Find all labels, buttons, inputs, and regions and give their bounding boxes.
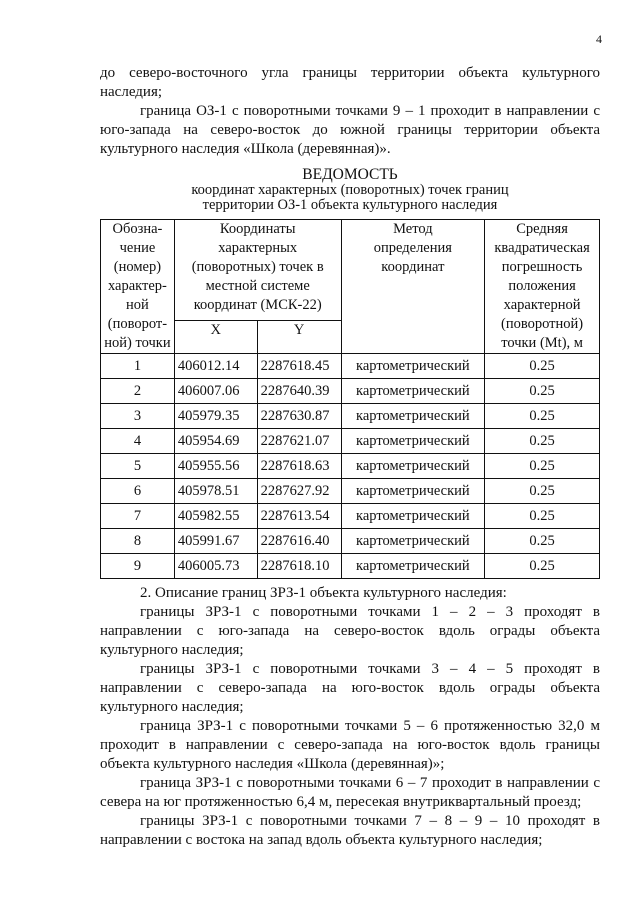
y-coordinate-cell: 2287618.45 (257, 354, 341, 379)
error-cell: 0.25 (485, 404, 600, 429)
y-coordinate-cell: 2287621.07 (257, 429, 341, 454)
method-cell: картометрический (341, 429, 485, 454)
point-number-cell: 3 (101, 404, 175, 429)
table-row (101, 529, 600, 554)
error-cell: 0.25 (485, 504, 600, 529)
section-2-paragraph-2: границы ЗРЗ-1 с поворотными точками 3 – 4 – 5 проходят в направлении с северо-запада на юго-восток вдоль ограды объекта культурного наследия; (100, 661, 600, 715)
point-number-cell: 6 (101, 479, 175, 504)
table-row (101, 479, 600, 504)
x-coordinate-cell: 406012.14 (174, 354, 257, 379)
error-cell: 0.25 (485, 554, 600, 579)
document-title (100, 166, 600, 213)
section-2-paragraph-1: границы ЗРЗ-1 с поворотными точками 1 – 2 – 3 проходят в направлении с юго-запада на северо-восток вдоль ограды объекта культурного наследия; (100, 604, 600, 658)
header-y: Y (257, 321, 341, 354)
error-cell: 0.25 (485, 529, 600, 554)
x-coordinate-cell: 406005.73 (174, 554, 257, 579)
method-cell: картометрический (341, 379, 485, 404)
table-row (101, 504, 600, 529)
error-cell: 0.25 (485, 379, 600, 404)
x-coordinate-cell: 406007.06 (174, 379, 257, 404)
point-number-cell: 5 (101, 454, 175, 479)
coordinates-table (100, 219, 600, 579)
x-coordinate-cell: 405955.56 (174, 454, 257, 479)
intro-paragraph-2: граница ОЗ-1 с поворотными точками 9 – 1 проходит в направлении с юго-запада на северо-восток до южной границы территории объекта культурного наследия «Школа (деревянная)». (100, 103, 600, 157)
header-method: Метод определения координат (341, 220, 485, 354)
header-error: Средняя квадратическая погрешность положения характерной (поворотной) точки (Mt), м (485, 220, 600, 354)
point-number-cell: 4 (101, 429, 175, 454)
method-cell: картометрический (341, 404, 485, 429)
y-coordinate-cell: 2287616.40 (257, 529, 341, 554)
point-number-cell: 1 (101, 354, 175, 379)
method-cell: картометрический (341, 454, 485, 479)
method-cell: картометрический (341, 529, 485, 554)
error-cell: 0.25 (485, 429, 600, 454)
section-2-heading: 2. Описание границ ЗРЗ-1 объекта культурного наследия: (140, 585, 507, 601)
title-line-3: территории ОЗ-1 объекта культурного наследия (202, 197, 498, 213)
y-coordinate-cell: 2287640.39 (257, 379, 341, 404)
header-x: X (174, 321, 257, 354)
y-coordinate-cell: 2287618.63 (257, 454, 341, 479)
section-2-paragraph-4: граница ЗРЗ-1 с поворотными точками 6 – 7 проходит в направлении с севера на юг протяженностью 6,4 м, пересекая внутриквартальный проезд; (100, 775, 600, 810)
table-row (101, 379, 600, 404)
point-number-cell: 7 (101, 504, 175, 529)
error-cell: 0.25 (485, 454, 600, 479)
error-cell: 0.25 (485, 479, 600, 504)
table-row (101, 554, 600, 579)
y-coordinate-cell: 2287627.92 (257, 479, 341, 504)
point-number-cell: 8 (101, 529, 175, 554)
section-2-paragraph-3: граница ЗРЗ-1 с поворотными точками 5 – 6 протяженностью 32,0 м проходит в направлении с северо-запада на юго-восток вдоль границы объекта культурного наследия «Школа (деревянная)»; (100, 718, 600, 772)
y-coordinate-cell: 2287630.87 (257, 404, 341, 429)
x-coordinate-cell: 405978.51 (174, 479, 257, 504)
table-row (101, 404, 600, 429)
intro-text (100, 64, 600, 159)
x-coordinate-cell: 405991.67 (174, 529, 257, 554)
table-row (101, 454, 600, 479)
section-2 (100, 584, 600, 850)
method-cell: картометрический (341, 554, 485, 579)
method-cell: картометрический (341, 354, 485, 379)
y-coordinate-cell: 2287618.10 (257, 554, 341, 579)
point-number-cell: 2 (101, 379, 175, 404)
x-coordinate-cell: 405979.35 (174, 404, 257, 429)
y-coordinate-cell: 2287613.54 (257, 504, 341, 529)
method-cell: картометрический (341, 479, 485, 504)
method-cell: картометрический (341, 504, 485, 529)
table-row (101, 429, 600, 454)
header-coordinates: Координаты характерных (поворотных) точек в местной системе координат (МСК-22) (174, 220, 341, 321)
x-coordinate-cell: 405982.55 (174, 504, 257, 529)
title-main: ВЕДОМОСТЬ (302, 166, 398, 183)
title-line-2: координат характерных (поворотных) точек границ (191, 182, 509, 198)
page-number: 4 (596, 32, 602, 46)
point-number-cell: 9 (101, 554, 175, 579)
table-body (101, 354, 600, 579)
x-coordinate-cell: 405954.69 (174, 429, 257, 454)
intro-paragraph-1: до северо-восточного угла границы территории объекта культурного наследия; (100, 65, 600, 100)
header-designation: Обозна- чение (номер) характер- ной (поворот- ной) точки (101, 220, 175, 354)
table-row (101, 354, 600, 379)
section-2-paragraph-5: границы ЗРЗ-1 с поворотными точками 7 – 8 – 9 – 10 проходят в направлении с востока на запад вдоль объекта культурного наследия; (100, 813, 600, 848)
error-cell: 0.25 (485, 354, 600, 379)
